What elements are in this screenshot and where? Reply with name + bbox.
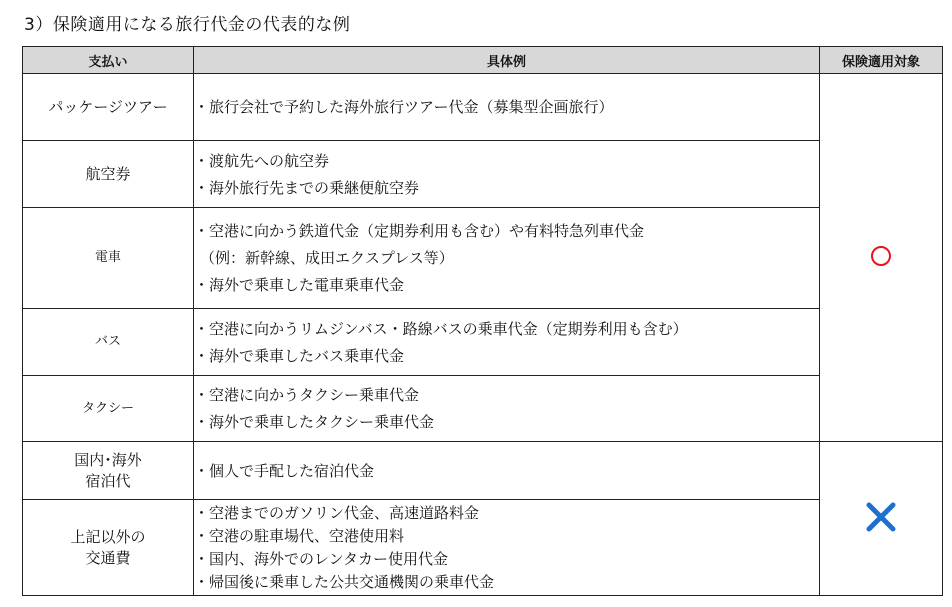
table-row-airfare: [23, 141, 943, 208]
examples-cell: [194, 376, 820, 442]
example-text: ・渡航先への航空券: [194, 151, 330, 170]
circle-mark-icon: [871, 246, 891, 266]
example-text: ・空港の駐車場代、空港使用料: [194, 526, 405, 545]
example-text: ・海外旅行先までの乗継便航空券: [194, 178, 420, 197]
header-coverage: 保険適用対象: [820, 47, 943, 74]
payment-name: パッケージツアー: [23, 74, 194, 141]
example-text: ・国内、海外でのレンタカー使用代金: [194, 549, 449, 568]
header-payment: 支払い: [23, 47, 194, 74]
payment-name-line: 交通費: [85, 548, 131, 567]
cross-mark-icon: [864, 500, 898, 534]
example-text: ・空港に向かうリムジンバス・路線バスの乗車代金（定期券利用も含む）: [194, 319, 688, 338]
payment-name-line: 宿泊代: [85, 471, 131, 490]
payment-name-line: 国内･海外: [74, 451, 142, 470]
example-text: ・帰国後に乗車した公共交通機関の乗車代金: [194, 572, 495, 591]
table-row-other: [23, 500, 943, 596]
table-row-train: [23, 208, 943, 309]
table-row-package: [23, 74, 943, 141]
table-row-bus: [23, 309, 943, 376]
example-text: ・空港に向かう鉄道代金（定期券利用も含む）や有料特急列車代金: [194, 222, 645, 240]
table-row-lodging: [23, 442, 943, 500]
section-heading: 3）保険適用になる旅行代金の代表的な例: [24, 15, 351, 35]
coverage-cell-covered: [820, 74, 943, 442]
examples-cell: [194, 442, 820, 500]
coverage-table: [22, 46, 943, 596]
payment-name: バス: [23, 309, 194, 376]
example-text: ・旅行会社で予約した海外旅行ツアー代金（募集型企画旅行）: [194, 98, 614, 116]
examples-cell: [194, 208, 820, 309]
payment-name: タクシー: [23, 376, 194, 442]
header-examples: 具体例: [194, 47, 820, 74]
example-text: ・空港までのガソリン代金、高速道路料金: [194, 503, 480, 522]
example-text: ・海外で乗車したタクシー乗車代金: [194, 413, 435, 431]
payment-name: 電車: [23, 208, 194, 309]
payment-name-line: 上記以外の: [70, 528, 146, 547]
example-text: （例：新幹線、成田エクスプレス等）: [200, 249, 454, 267]
table-row-taxi: [23, 376, 943, 442]
examples-cell: [194, 500, 820, 596]
table-header-row: [23, 47, 943, 74]
examples-cell: [194, 74, 820, 141]
examples-cell: [194, 309, 820, 376]
example-text: ・海外で乗車した電車乗車代金: [194, 276, 405, 294]
payment-name-cell: [23, 500, 194, 596]
example-text: ・空港に向かうタクシー乗車代金: [194, 386, 420, 404]
coverage-cell-not-covered: [820, 442, 943, 596]
payment-name: 航空券: [23, 141, 194, 208]
example-text: ・個人で手配した宿泊代金: [194, 461, 375, 480]
examples-cell: [194, 141, 820, 208]
example-text: ・海外で乗車したバス乗車代金: [194, 346, 405, 365]
payment-name-cell: [23, 442, 194, 500]
